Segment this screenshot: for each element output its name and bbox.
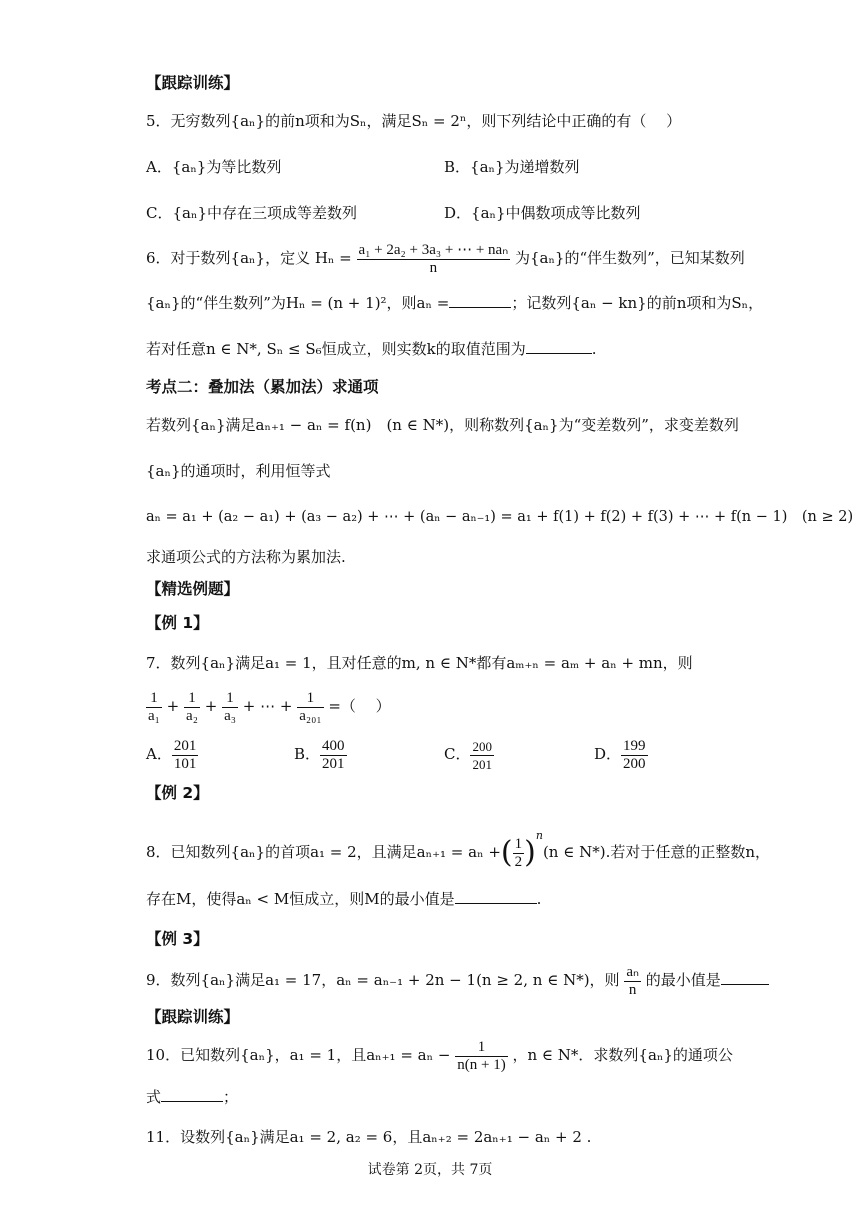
q5-stem: 5．无穷数列{aₙ}的前n项和为Sₙ，满足Sₙ = 2ⁿ，则下列结论中正确的有（ ） bbox=[146, 112, 682, 130]
q10-answer-blank[interactable] bbox=[161, 1087, 223, 1102]
q7-option-a-frac bbox=[172, 738, 199, 773]
q8-line1 bbox=[146, 826, 800, 875]
kp2-line2: {aₙ}的通项时，利用恒等式 bbox=[146, 462, 331, 480]
q6-line2-a: {aₙ}的“伴生数列”为Hₙ = (n + 1)²，则aₙ = bbox=[146, 294, 450, 312]
q6-line3-text: 若对任意n ∈ N*, Sₙ ≤ S₆恒成立，则实数k的取值范围为 bbox=[146, 340, 526, 358]
q5-option-a: A．{aₙ}为等比数列 bbox=[146, 158, 282, 176]
q7-option-d-frac bbox=[621, 738, 648, 773]
q7-sum-expression bbox=[146, 686, 800, 726]
q7-option-c-num: 200 bbox=[472, 738, 492, 754]
q7-option-a-num: 201 bbox=[173, 737, 197, 754]
q9-answer-blank[interactable] bbox=[721, 970, 769, 985]
q7-term-4 bbox=[297, 690, 323, 725]
q6-fraction bbox=[357, 242, 511, 277]
example-3-heading: 【例 3】 bbox=[146, 930, 209, 948]
q6-line2-b: ；记数列{aₙ − kn}的前n项和为Sₙ， bbox=[511, 294, 764, 312]
q9-fraction bbox=[624, 964, 641, 999]
q8-right-paren: ) bbox=[524, 835, 536, 870]
q11-line: 11．设数列{aₙ}满足a₁ = 2, a₂ = 6，且aₙ₊₂ = 2aₙ₊₁ − aₙ + 2 . bbox=[146, 1128, 592, 1146]
q7-option-b-frac bbox=[320, 738, 347, 773]
q5-option-c: C．{aₙ}中存在三项成等差数列 bbox=[146, 204, 357, 222]
q7-option-c bbox=[444, 736, 494, 773]
q6-line2 bbox=[146, 292, 800, 314]
q10-fraction-den: n(n + 1) bbox=[457, 1056, 506, 1073]
q7-option-b-den: 201 bbox=[322, 755, 345, 772]
kp2-title: 考点二：叠加法（累加法）求通项 bbox=[146, 378, 379, 396]
q7-option-a bbox=[146, 736, 198, 773]
q9-line-a: 9．数列{aₙ}满足a₁ = 17，aₙ = aₙ₋₁ + 2n − 1(n ≥ 2, n ∈ N*)，则 bbox=[146, 971, 620, 989]
q7-stem: 7．数列{aₙ}满足a₁ = 1，且对任意的m, n ∈ N*都有aₘ₊ₙ = aₘ + aₙ + mn，则 bbox=[146, 654, 693, 672]
q7-option-b-label: B． bbox=[294, 745, 321, 763]
q9-fraction-den: n bbox=[628, 981, 637, 998]
section-follow-training-1: 【跟踪训练】 bbox=[146, 74, 240, 92]
q10-line2 bbox=[146, 1086, 800, 1108]
example-2-heading: 【例 2】 bbox=[146, 784, 209, 802]
q9-line-b: 的最小值是 bbox=[645, 971, 721, 989]
q7-term-2-num: 1 bbox=[184, 690, 200, 708]
kp2-formula: aₙ = a₁ + (a₂ − a₁) + (a₃ − a₂) + ⋯ + (aₙ − aₙ₋₁) = a₁ + f(1) + f(2) + f(3) + ⋯ + f(n − 1) (n ≥ 2) bbox=[146, 509, 854, 525]
q7-term-1-num: 1 bbox=[146, 690, 162, 708]
q5-option-d: D．{aₙ}中偶数项成等比数列 bbox=[444, 204, 641, 222]
section-selected-examples: 【精选例题】 bbox=[146, 580, 240, 598]
q6-fraction-denominator: n bbox=[429, 259, 438, 276]
q10-line1-b: ，n ∈ N*．求数列{aₙ}的通项公 bbox=[512, 1046, 733, 1064]
q6-answer-blank-1[interactable] bbox=[449, 293, 511, 308]
q6-line1-post: 为{aₙ}的“伴生数列”，已知某数列 bbox=[514, 249, 745, 267]
q8-line1-b: (n ∈ N*).若对于任意的正整数n， bbox=[542, 843, 770, 861]
q7-plus-2: + bbox=[204, 697, 218, 715]
q7-tail: =（ ） bbox=[328, 697, 391, 715]
q7-term-3 bbox=[222, 690, 238, 725]
q7-term-1 bbox=[146, 690, 162, 725]
q6-line3-end: . bbox=[591, 340, 597, 358]
q7-option-b-num: 400 bbox=[322, 737, 345, 754]
q7-option-d-label: D． bbox=[594, 745, 622, 763]
q10-line2-text: 式 bbox=[146, 1088, 162, 1106]
q7-term-2 bbox=[184, 690, 200, 725]
q7-dots: + ⋯ + bbox=[242, 697, 293, 715]
q7-option-d-num: 199 bbox=[623, 737, 646, 754]
q8-answer-blank[interactable] bbox=[455, 889, 537, 904]
example-1-heading: 【例 1】 bbox=[146, 614, 209, 632]
q7-plus-1: + bbox=[166, 697, 180, 715]
q10-line2-end: ； bbox=[223, 1088, 239, 1106]
q7-option-d bbox=[594, 736, 648, 773]
q6-line1-pre: 6．对于数列{aₙ}，定义 Hₙ = bbox=[146, 249, 352, 267]
q6-line3 bbox=[146, 338, 800, 360]
q8-exponent: n bbox=[535, 829, 543, 842]
q8-left-paren: ( bbox=[500, 835, 513, 870]
q8-half-den: 2 bbox=[514, 853, 523, 870]
kp2-line1: 若数列{aₙ}满足aₙ₊₁ − aₙ = f(n) (n ∈ N*)，则称数列{aₙ}为“变差数列”，求变差数列 bbox=[146, 416, 739, 434]
q6-line1 bbox=[146, 238, 800, 278]
q7-option-a-den: 101 bbox=[173, 755, 197, 772]
q7-option-b bbox=[294, 736, 347, 773]
section-follow-training-2: 【跟踪训练】 bbox=[146, 1008, 240, 1026]
q8-line1-a: 8．已知数列{aₙ}的首项a₁ = 2，且满足aₙ₊₁ = aₙ + bbox=[146, 843, 501, 861]
kp2-line3: 求通项公式的方法称为累加法. bbox=[146, 548, 346, 566]
q8-line2 bbox=[146, 888, 800, 910]
q7-term-4-num: 1 bbox=[297, 690, 323, 708]
q7-option-a-label: A． bbox=[146, 745, 172, 763]
q10-fraction-num: 1 bbox=[455, 1039, 507, 1057]
q10-fraction bbox=[455, 1039, 507, 1074]
q7-option-c-den: 201 bbox=[472, 756, 492, 772]
q9-fraction-num: aₙ bbox=[626, 963, 639, 980]
page-footer: 试卷第 2页，共 7页 bbox=[367, 1162, 493, 1178]
q7-term-3-den: a₃ bbox=[224, 707, 236, 724]
q8-half-num: 1 bbox=[514, 835, 523, 852]
q6-answer-blank-2[interactable] bbox=[526, 339, 592, 354]
q7-term-2-den: a₂ bbox=[186, 707, 198, 724]
q7-term-3-num: 1 bbox=[222, 690, 238, 708]
q9-line bbox=[146, 960, 800, 1000]
q8-line2-end: . bbox=[536, 890, 542, 908]
q6-fraction-numerator: a₁ + 2a₂ + 3a₃ + ⋯ + naₙ bbox=[358, 241, 509, 258]
q7-term-1-den: a₁ bbox=[148, 707, 160, 724]
q7-option-c-label: C． bbox=[444, 745, 471, 763]
q8-line2-text: 存在M，使得aₙ < M恒成立，则M的最小值是 bbox=[146, 890, 455, 908]
q7-option-c-frac bbox=[470, 738, 494, 773]
q7-option-d-den: 200 bbox=[623, 755, 646, 772]
q10-line1-a: 10．已知数列{aₙ}，a₁ = 1，且aₙ₊₁ = aₙ − bbox=[146, 1046, 451, 1064]
q5-option-b: B．{aₙ}为递增数列 bbox=[444, 158, 580, 176]
q7-term-4-den: a₂₀₁ bbox=[299, 707, 322, 724]
q10-line1 bbox=[146, 1034, 800, 1076]
q8-half-fraction bbox=[513, 836, 525, 871]
